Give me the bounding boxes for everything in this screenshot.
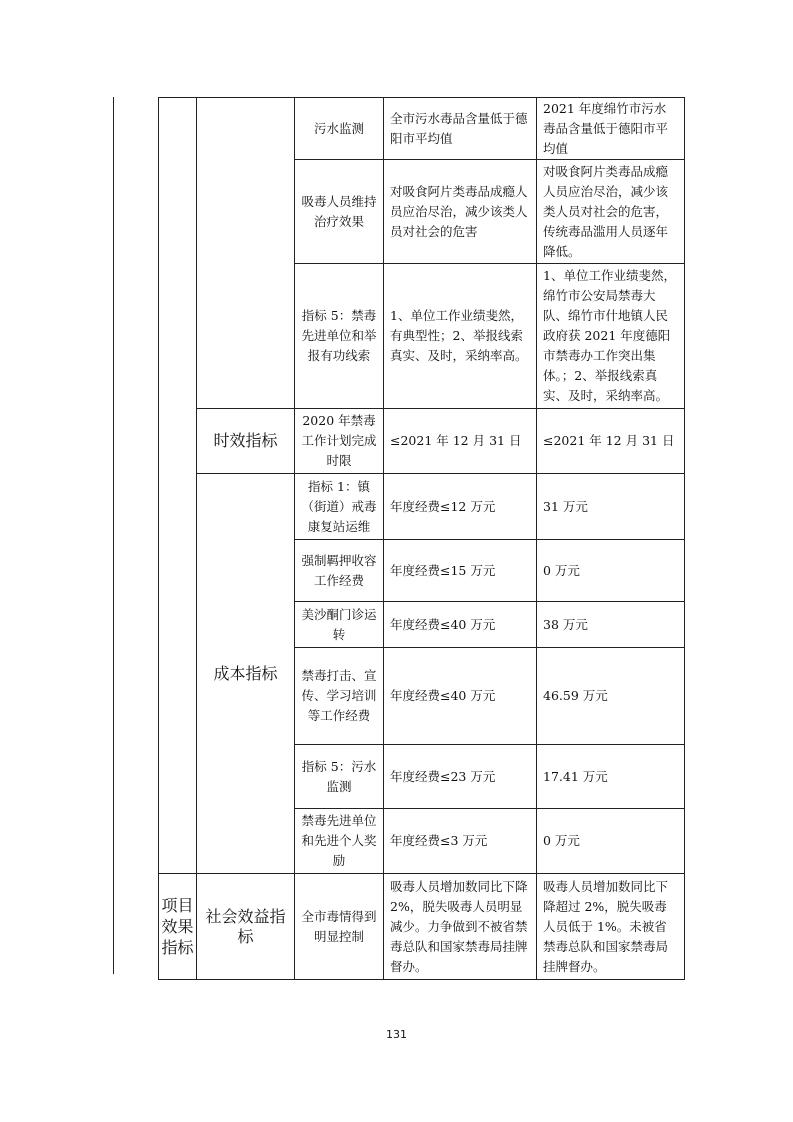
target-cell: ≤2021 年 12 月 31 日 bbox=[384, 409, 537, 474]
table-row bbox=[159, 409, 685, 474]
category-cell: 社会效益指标 bbox=[197, 874, 295, 980]
indicator-cell: 2020 年禁毒工作计划完成时限 bbox=[295, 409, 384, 474]
actual-cell: 0 万元 bbox=[537, 809, 685, 874]
indicator-cell: 全市毒情得到明显控制 bbox=[295, 874, 384, 980]
table-row bbox=[159, 474, 685, 540]
group-cell-empty bbox=[159, 98, 197, 874]
category-cell: 成本指标 bbox=[197, 474, 295, 874]
actual-cell: 吸毒人员增加数同比下降超过 2%，脱失吸毒人员低于 1%。未被省禁毒总队和国家禁毒局挂牌督办。 bbox=[537, 874, 685, 980]
page-number: 131 bbox=[386, 1028, 407, 1041]
margin-line bbox=[113, 97, 114, 974]
target-cell: 年度经费≤40 万元 bbox=[384, 602, 537, 648]
target-cell: 全市污水毒品含量低于德阳市平均值 bbox=[384, 98, 537, 160]
actual-cell: 1、单位工作业绩斐然，绵竹市公安局禁毒大队、绵竹市什地镇人民政府获 2021 年度德阳市禁毒办工作突出集体。；2、举报线索真实、及时，采纳率高。 bbox=[537, 264, 685, 409]
actual-cell: ≤2021 年 12 月 31 日 bbox=[537, 409, 685, 474]
performance-indicator-table bbox=[158, 97, 685, 980]
target-cell: 年度经费≤15 万元 bbox=[384, 540, 537, 602]
actual-cell: 17.41 万元 bbox=[537, 745, 685, 809]
target-cell: 年度经费≤12 万元 bbox=[384, 474, 537, 540]
target-cell: 年度经费≤40 万元 bbox=[384, 648, 537, 745]
actual-cell: 38 万元 bbox=[537, 602, 685, 648]
category-cell-empty bbox=[197, 98, 295, 409]
target-cell: 对吸食阿片类毒品成瘾人员应治尽治，减少该类人员对社会的危害 bbox=[384, 160, 537, 264]
indicator-cell: 指标 5：污水监测 bbox=[295, 745, 384, 809]
actual-cell: 2021 年度绵竹市污水毒品含量低于德阳市平均值 bbox=[537, 98, 685, 160]
target-cell: 吸毒人员增加数同比下降 2%，脱失吸毒人员明显减少。力争做到不被省禁毒总队和国家禁毒局挂牌督办。 bbox=[384, 874, 537, 980]
indicator-cell: 指标 5：禁毒先进单位和举报有功线索 bbox=[295, 264, 384, 409]
table-row bbox=[159, 98, 685, 160]
indicator-cell: 禁毒打击、宣传、学习培训等工作经费 bbox=[295, 648, 384, 745]
indicator-cell: 禁毒先进单位和先进个人奖励 bbox=[295, 809, 384, 874]
indicator-cell: 指标 1：镇（街道）戒毒康复站运维 bbox=[295, 474, 384, 540]
indicator-cell: 强制羁押收容工作经费 bbox=[295, 540, 384, 602]
category-cell: 时效指标 bbox=[197, 409, 295, 474]
actual-cell: 31 万元 bbox=[537, 474, 685, 540]
indicator-cell: 美沙酮门诊运转 bbox=[295, 602, 384, 648]
indicator-cell: 污水监测 bbox=[295, 98, 384, 160]
target-cell: 1、单位工作业绩斐然，有典型性；2、举报线索真实、及时，采纳率高。 bbox=[384, 264, 537, 409]
group-cell: 项目效果指标 bbox=[159, 874, 197, 980]
actual-cell: 0 万元 bbox=[537, 540, 685, 602]
target-cell: 年度经费≤23 万元 bbox=[384, 745, 537, 809]
table-row bbox=[159, 874, 685, 980]
actual-cell: 46.59 万元 bbox=[537, 648, 685, 745]
target-cell: 年度经费≤3 万元 bbox=[384, 809, 537, 874]
actual-cell: 对吸食阿片类毒品成瘾人员应治尽治，减少该类人员对社会的危害，传统毒品滥用人员逐年降低。 bbox=[537, 160, 685, 264]
indicator-cell: 吸毒人员维持治疗效果 bbox=[295, 160, 384, 264]
